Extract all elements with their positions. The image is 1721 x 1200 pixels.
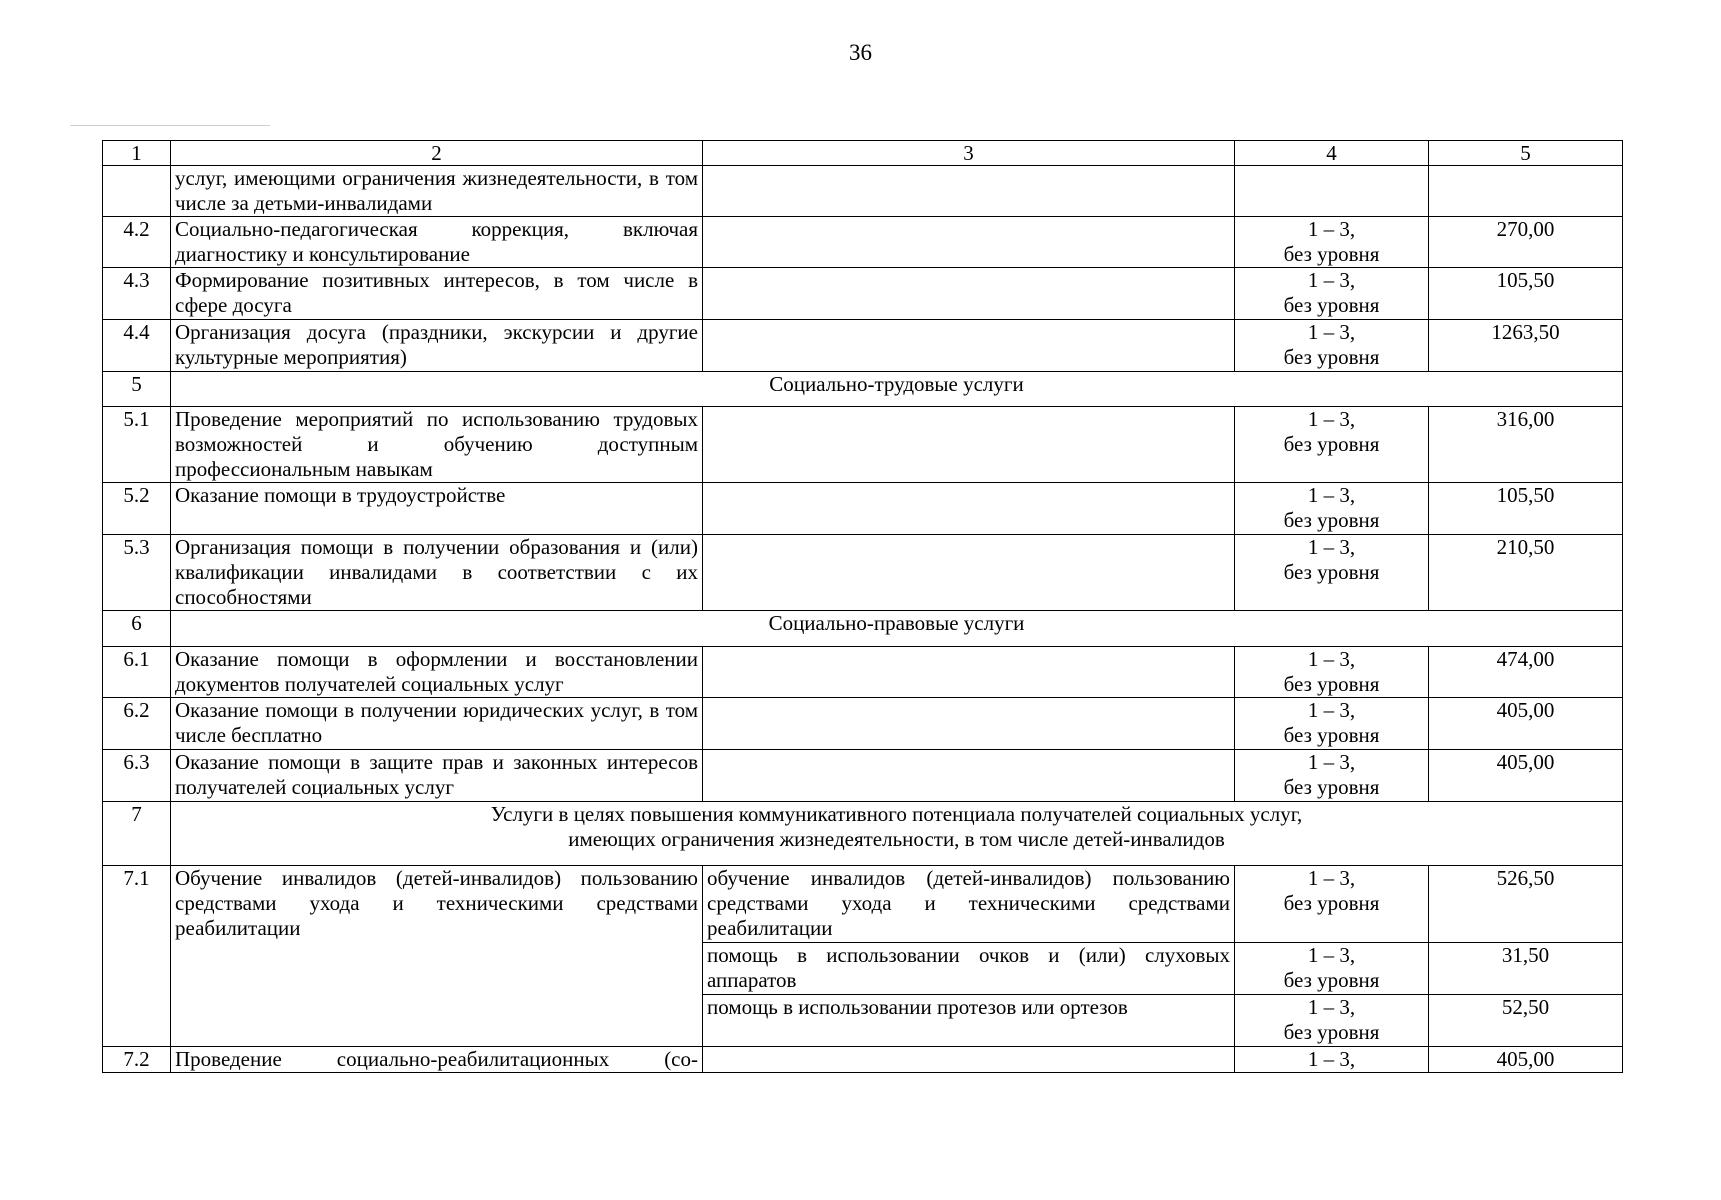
row-level [1235, 943, 1429, 995]
row-detail: помощь в использовании очков и (или) слуховых аппаратов [703, 943, 1235, 995]
table-row [103, 647, 1623, 698]
row-num: 6.2 [103, 698, 171, 750]
col-number-2: 2 [171, 141, 703, 166]
table-row [103, 698, 1623, 750]
row-level [1235, 217, 1429, 268]
row-description: Оказание помощи в получении юридических услуг, в том числе бесплатно [171, 698, 703, 750]
row-price [1429, 166, 1623, 217]
table-row [103, 535, 1623, 611]
section-title-line: имеющих ограничения жизнедеятельности, в том числе детей-инвалидов [568, 827, 1225, 851]
level-qualifier: без уровня [1283, 775, 1380, 799]
row-price: 405,00 [1429, 1047, 1623, 1073]
row-price: 405,00 [1429, 698, 1623, 750]
row-price: 105,50 [1429, 483, 1623, 535]
level-qualifier: без уровня [1283, 293, 1380, 317]
row-detail [703, 217, 1235, 268]
col-number-3: 3 [703, 141, 1235, 166]
row-description: Оказание помощи в трудоустройстве [171, 483, 703, 535]
row-level [1235, 166, 1429, 217]
row-level [1235, 866, 1429, 943]
row-description: Проведение мероприятий по использованию трудовых возможностей и обучению доступным профессиональным навыкам [171, 407, 703, 483]
row-description: Обучение инвалидов (детей-инвалидов) пользованию средствами ухода и техническими средствами реабилитации [171, 866, 703, 1047]
row-description: Оказание помощи в защите прав и законных интересов получателей социальных услуг [171, 750, 703, 802]
level-qualifier: без уровня [1283, 672, 1380, 696]
level-range: 1 – 3, [1307, 698, 1356, 722]
row-detail [703, 535, 1235, 611]
level-range: 1 – 3, [1307, 995, 1356, 1019]
section-row [103, 802, 1623, 866]
row-price: 105,50 [1429, 268, 1623, 320]
row-level [1235, 407, 1429, 483]
section-title: Социально-трудовые услуги [171, 372, 1623, 407]
table-row [103, 320, 1623, 372]
level-qualifier: без уровня [1283, 560, 1380, 584]
col-number-5: 5 [1429, 141, 1623, 166]
level-qualifier: без уровня [1283, 508, 1380, 532]
level-range: 1 – 3, [1307, 750, 1356, 774]
section-num: 7 [103, 802, 171, 866]
table-row [103, 483, 1623, 535]
row-num [103, 166, 171, 217]
row-description: Организация досуга (праздники, экскурсии и другие культурные мероприятия) [171, 320, 703, 372]
row-detail [703, 483, 1235, 535]
level-range: 1 – 3, [1307, 943, 1356, 967]
row-description: Проведение социально-реабилитационных (со- [171, 1047, 703, 1073]
row-detail [703, 647, 1235, 698]
row-price: 52,50 [1429, 995, 1623, 1047]
row-level [1235, 483, 1429, 535]
section-row [103, 611, 1623, 647]
row-price: 316,00 [1429, 407, 1623, 483]
row-description: Оказание помощи в оформлении и восстановлении документов получателей социальных услуг [171, 647, 703, 698]
level-qualifier: без уровня [1283, 242, 1380, 266]
table-row [103, 217, 1623, 268]
table-row [103, 866, 1623, 943]
row-detail: помощь в использовании протезов или ортезов [703, 995, 1235, 1047]
column-number-header [103, 141, 1623, 166]
row-detail [703, 166, 1235, 217]
row-description: услуг, имеющими ограничения жизнедеятельности, в том числе за детьми-инвалидами [171, 166, 703, 217]
level-qualifier: без уровня [1283, 723, 1380, 747]
row-price: 526,50 [1429, 866, 1623, 943]
row-description: Организация помощи в получении образования и (или) квалификации инвалидами в соответствии с их способностями [171, 535, 703, 611]
section-title-line: Услуги в целях повышения коммуникативного потенциала получателей социальных услуг, [490, 802, 1303, 826]
row-num: 6.1 [103, 647, 171, 698]
level-range: 1 – 3, [1307, 268, 1356, 292]
level-range: 1 – 3, [1307, 320, 1356, 344]
row-detail [703, 407, 1235, 483]
row-detail: обучение инвалидов (детей-инвалидов) пользованию средствами ухода и техническими средствами реабилитации [703, 866, 1235, 943]
row-detail [703, 268, 1235, 320]
level-qualifier: без уровня [1283, 432, 1380, 456]
row-price: 1263,50 [1429, 320, 1623, 372]
level-qualifier: без уровня [1283, 891, 1380, 915]
row-price: 210,50 [1429, 535, 1623, 611]
row-price: 474,00 [1429, 647, 1623, 698]
page-number: 36 [849, 40, 872, 65]
row-num: 5.1 [103, 407, 171, 483]
scan-artifact-rule [70, 125, 270, 126]
row-num: 7.1 [103, 866, 171, 1047]
row-detail [703, 698, 1235, 750]
col-number-1: 1 [103, 141, 171, 166]
col-number-4: 4 [1235, 141, 1429, 166]
table-row [103, 750, 1623, 802]
section-row [103, 372, 1623, 407]
level-qualifier: без уровня [1283, 968, 1380, 992]
row-detail [703, 320, 1235, 372]
section-num: 5 [103, 372, 171, 407]
section-title: Социально-правовые услуги [171, 611, 1623, 647]
row-level [1235, 320, 1429, 372]
row-price: 31,50 [1429, 943, 1623, 995]
row-description: Формирование позитивных интересов, в том числе в сфере досуга [171, 268, 703, 320]
row-num: 6.3 [103, 750, 171, 802]
row-level [1235, 647, 1429, 698]
level-range: 1 – 3, [1307, 866, 1356, 890]
level-range: 1 – 3, [1307, 647, 1356, 671]
row-level [1235, 698, 1429, 750]
row-level [1235, 535, 1429, 611]
row-detail [703, 1047, 1235, 1073]
row-level [1235, 750, 1429, 802]
level-qualifier: без уровня [1283, 345, 1380, 369]
level-range: 1 – 3, [1307, 483, 1356, 507]
row-num: 4.4 [103, 320, 171, 372]
section-num: 6 [103, 611, 171, 647]
tariff-table [102, 140, 1623, 1073]
row-description: Социально-педагогическая коррекция, включая диагностику и консультирование [171, 217, 703, 268]
row-num: 4.3 [103, 268, 171, 320]
row-price: 405,00 [1429, 750, 1623, 802]
row-num: 5.3 [103, 535, 171, 611]
level-range: 1 – 3, [1307, 535, 1356, 559]
row-detail [703, 750, 1235, 802]
level-qualifier: без уровня [1283, 1020, 1380, 1044]
table-row [103, 166, 1623, 217]
table-row [103, 407, 1623, 483]
section-title [171, 802, 1623, 866]
row-price: 270,00 [1429, 217, 1623, 268]
row-num: 4.2 [103, 217, 171, 268]
level-range: 1 – 3, [1307, 1047, 1356, 1071]
table-row [103, 268, 1623, 320]
row-level [1235, 1047, 1429, 1073]
level-range: 1 – 3, [1307, 217, 1356, 241]
level-range: 1 – 3, [1307, 407, 1356, 431]
row-level [1235, 268, 1429, 320]
row-num: 5.2 [103, 483, 171, 535]
row-num: 7.2 [103, 1047, 171, 1073]
table-row [103, 1047, 1623, 1073]
row-level [1235, 995, 1429, 1047]
